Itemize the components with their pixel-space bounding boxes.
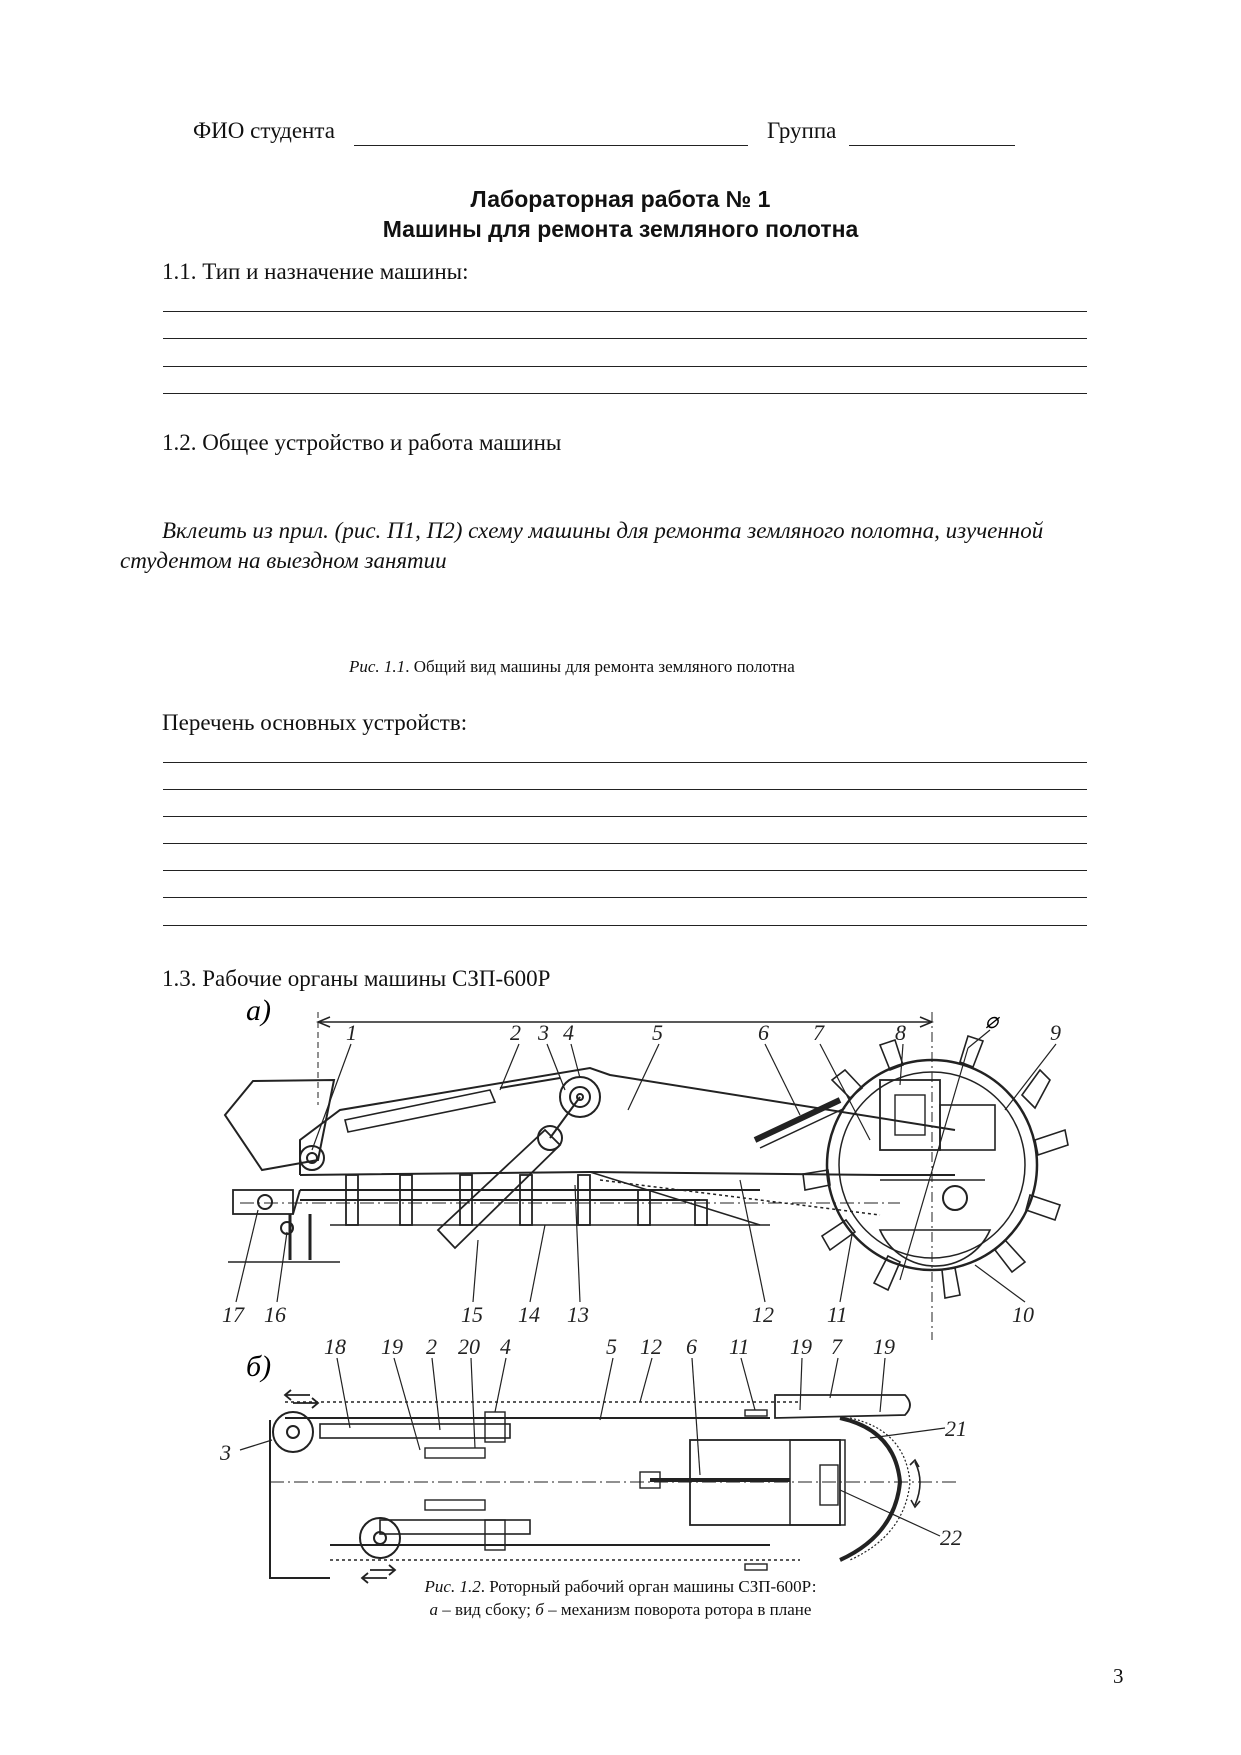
callout-a-1: 1	[346, 1020, 357, 1045]
callout-a-17: 17	[222, 1302, 244, 1327]
view-b-label: б)	[246, 1350, 272, 1383]
figure-1-2-caption-line2	[0, 1600, 1241, 1620]
callout-a-11: 11	[827, 1302, 848, 1327]
view-a-label: а)	[246, 994, 271, 1027]
callout-a-8: 8	[895, 1020, 906, 1045]
callout-a-7: 7	[813, 1020, 824, 1045]
callout-b-19: 19	[381, 1334, 403, 1359]
lab-title: Лабораторная работа № 1	[470, 186, 771, 212]
instruction-text-line2: студентом на выездном занятии	[120, 548, 447, 573]
section-1-3-heading: 1.3. Рабочие органы машины СЗП-600Р	[162, 966, 551, 991]
lab-subtitle: Машины для ремонта земляного полотна	[382, 216, 859, 242]
callout-a-6: 6	[758, 1020, 769, 1045]
callout-b-3: 3	[220, 1440, 231, 1465]
callout-a-5: 5	[652, 1020, 663, 1045]
callout-b-2: 2	[426, 1334, 437, 1359]
callout-b-4: 4	[500, 1334, 511, 1359]
figure-1-2-b-text: – механизм поворота ротора в плане	[543, 1600, 812, 1619]
callout-a-3: 3	[538, 1020, 549, 1045]
callout-a-13: 13	[567, 1302, 589, 1327]
section-1-1-heading: 1.1. Тип и назначение машины:	[162, 259, 469, 284]
callout-b-12: 12	[640, 1334, 662, 1359]
figure-1-2-number: Рис. 1.2	[424, 1577, 481, 1596]
callout-a-4: 4	[563, 1020, 574, 1045]
page-number: 3	[1113, 1664, 1124, 1688]
figure-1-2-text: . Роторный рабочий орган машины СЗП-600Р:	[480, 1577, 817, 1596]
figure-1-1-text: . Общий вид машины для ремонта земляного полотна	[405, 657, 795, 676]
callout-b-19c: 19	[873, 1334, 895, 1359]
callout-b-11: 11	[729, 1334, 750, 1359]
callout-a-2: 2	[510, 1020, 521, 1045]
devices-heading: Перечень основных устройств:	[162, 710, 468, 735]
callout-b-22: 22	[940, 1525, 962, 1550]
figure-1-2-caption	[0, 1577, 1241, 1597]
figure-1-2-a-letter: а	[429, 1600, 439, 1619]
section-1-2-heading: 1.2. Общее устройство и работа машины	[162, 430, 562, 455]
callout-a-16: 16	[264, 1302, 286, 1327]
group-label: Группа	[767, 118, 837, 143]
figure-1-1-number: Рис. 1.1	[349, 657, 406, 676]
figure-1-2-a-text: – вид сбоку;	[438, 1600, 536, 1619]
callout-b-7: 7	[831, 1334, 842, 1359]
callout-b-21: 21	[945, 1416, 967, 1441]
instruction-text-line1: Вклеить из прил. (рис. П1, П2) схему машины для ремонта земляного полотна, изученной	[162, 518, 1044, 543]
callout-b-18: 18	[324, 1334, 346, 1359]
callout-a-9: 9	[1050, 1020, 1061, 1045]
callout-a-15: 15	[461, 1302, 483, 1327]
callout-b-5: 5	[606, 1334, 617, 1359]
callout-b-6: 6	[686, 1334, 697, 1359]
callout-a-10: 10	[1012, 1302, 1034, 1327]
callout-a-14: 14	[518, 1302, 540, 1327]
figure-1-2-b-letter: б	[535, 1600, 544, 1619]
callout-b-20: 20	[458, 1334, 480, 1359]
callout-b-19b: 19	[790, 1334, 812, 1359]
callout-a-12: 12	[752, 1302, 774, 1327]
student-name-label: ФИО студента	[193, 118, 335, 143]
diameter-symbol: ⌀	[985, 1008, 999, 1033]
